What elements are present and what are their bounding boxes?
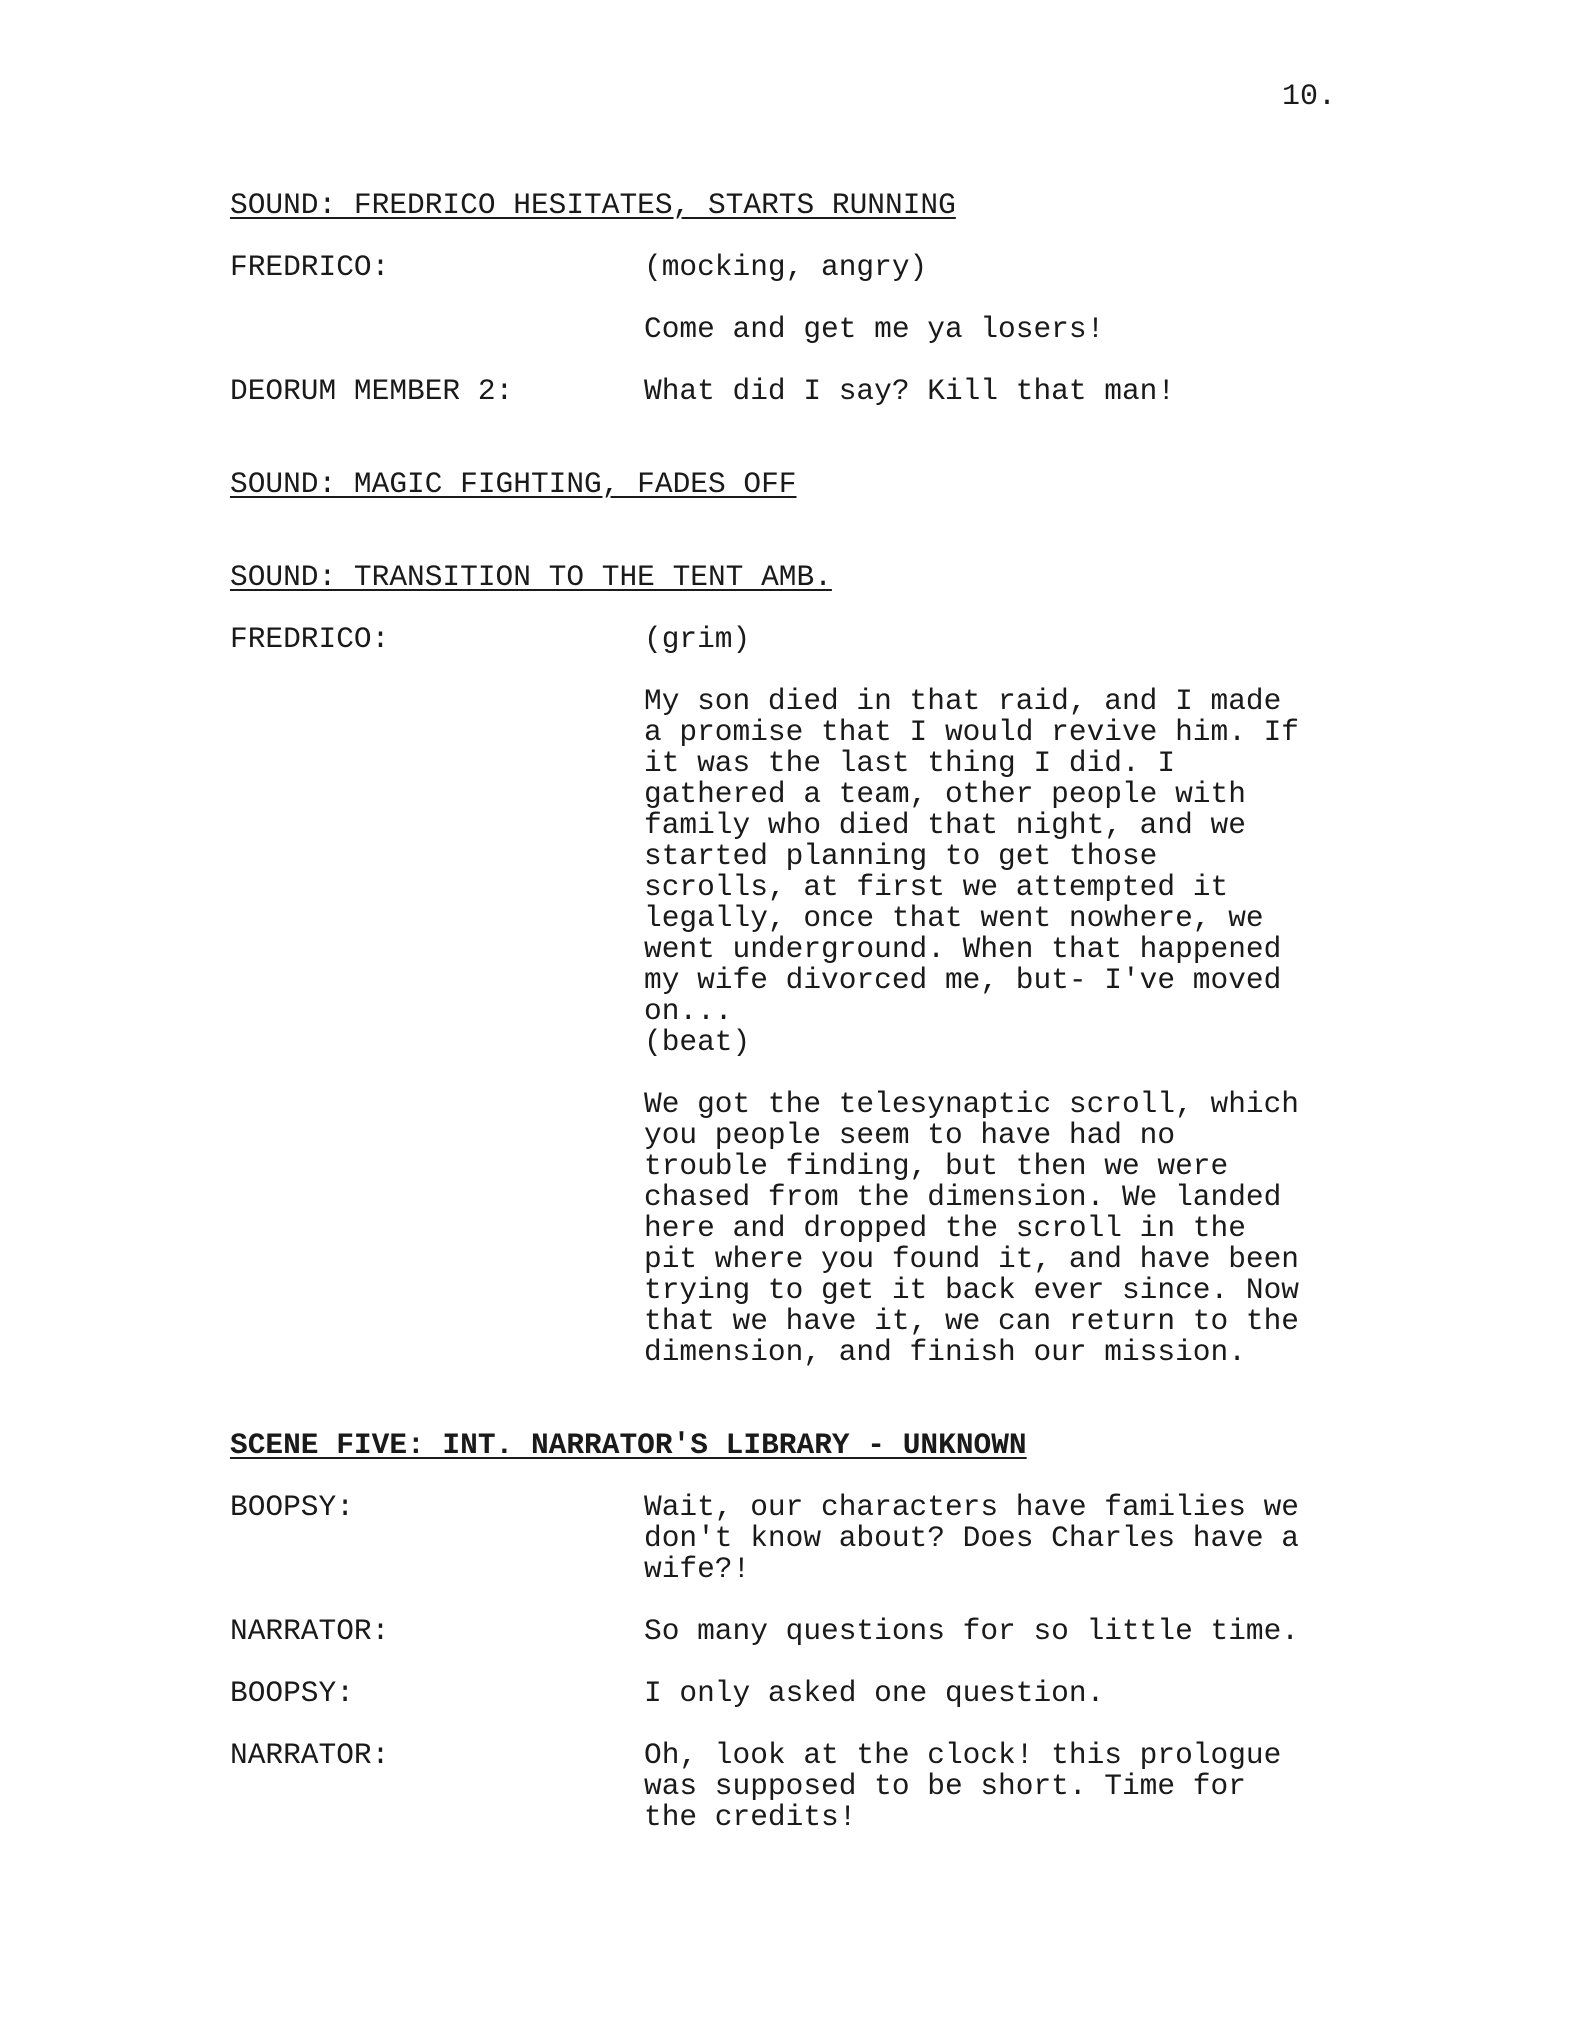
script-body bbox=[230, 190, 1340, 1833]
speaker-name bbox=[230, 1089, 644, 1368]
dialogue-block bbox=[230, 1089, 1340, 1368]
dialogue-block bbox=[230, 376, 1340, 407]
speaker-name bbox=[230, 314, 644, 345]
dialogue-line: What did I say? Kill that man! bbox=[644, 374, 1176, 408]
speaker-name: FREDRICO: bbox=[230, 622, 390, 656]
dialogue-line: I only asked one question. bbox=[644, 1676, 1105, 1710]
speaker-name: NARRATOR: bbox=[230, 1738, 390, 1772]
dialogue-block bbox=[230, 686, 1340, 1058]
sound-cue: SOUND: MAGIC FIGHTING, FADES OFF bbox=[230, 467, 797, 501]
dialogue-block bbox=[230, 1740, 1340, 1833]
speaker-name: NARRATOR: bbox=[230, 1614, 390, 1648]
speaker-name bbox=[230, 686, 644, 1058]
dialogue-line: Oh, look at the clock! this prologue was supposed to be short. Time for the credits! bbox=[644, 1738, 1282, 1834]
dialogue-block bbox=[230, 1616, 1340, 1647]
page-number: 10. bbox=[1281, 80, 1336, 114]
dialogue-block bbox=[230, 252, 1340, 283]
dialogue-block bbox=[230, 314, 1340, 345]
sound-cue: SOUND: FREDRICO HESITATES, STARTS RUNNING bbox=[230, 188, 956, 222]
speaker-name: BOOPSY: bbox=[230, 1676, 354, 1710]
parenthetical: (grim) bbox=[644, 622, 751, 656]
dialogue-line: We got the telesynaptic scroll, which you people seem to have had no trouble finding, but then we were chased from the dimension. We landed here and dropped the scroll in the pit where you found it, and have been trying to get it back ever since. Now that we have it, we can return to the dimension, and finish our mission. bbox=[644, 1087, 1300, 1369]
sound-cue: SOUND: TRANSITION TO THE TENT AMB. bbox=[230, 560, 832, 594]
dialogue-block bbox=[230, 1678, 1340, 1709]
dialogue-block bbox=[230, 624, 1340, 655]
dialogue-line: Wait, our characters have families we don't know about? Does Charles have a wife?! bbox=[644, 1490, 1300, 1586]
dialogue-block bbox=[230, 1492, 1340, 1585]
speaker-name: FREDRICO: bbox=[230, 250, 390, 284]
dialogue-line: My son died in that raid, and I made a promise that I would revive him. If it was the last thing I did. I gathered a team, other people with family who died that night, and we started planning to get those scrolls, at first we attempted it legally, once that went nowhere, we went underground. When that happened my wife divorced me, but- I've moved on... (beat) bbox=[644, 684, 1300, 1059]
speaker-name: BOOPSY: bbox=[230, 1490, 354, 1524]
dialogue-line: So many questions for so little time. bbox=[644, 1614, 1300, 1648]
dialogue-line: Come and get me ya losers! bbox=[644, 312, 1105, 346]
speaker-name: DEORUM MEMBER 2: bbox=[230, 374, 514, 408]
scene-heading: SCENE FIVE: INT. NARRATOR'S LIBRARY - UNKNOWN bbox=[230, 1428, 1027, 1462]
parenthetical: (mocking, angry) bbox=[644, 250, 928, 284]
